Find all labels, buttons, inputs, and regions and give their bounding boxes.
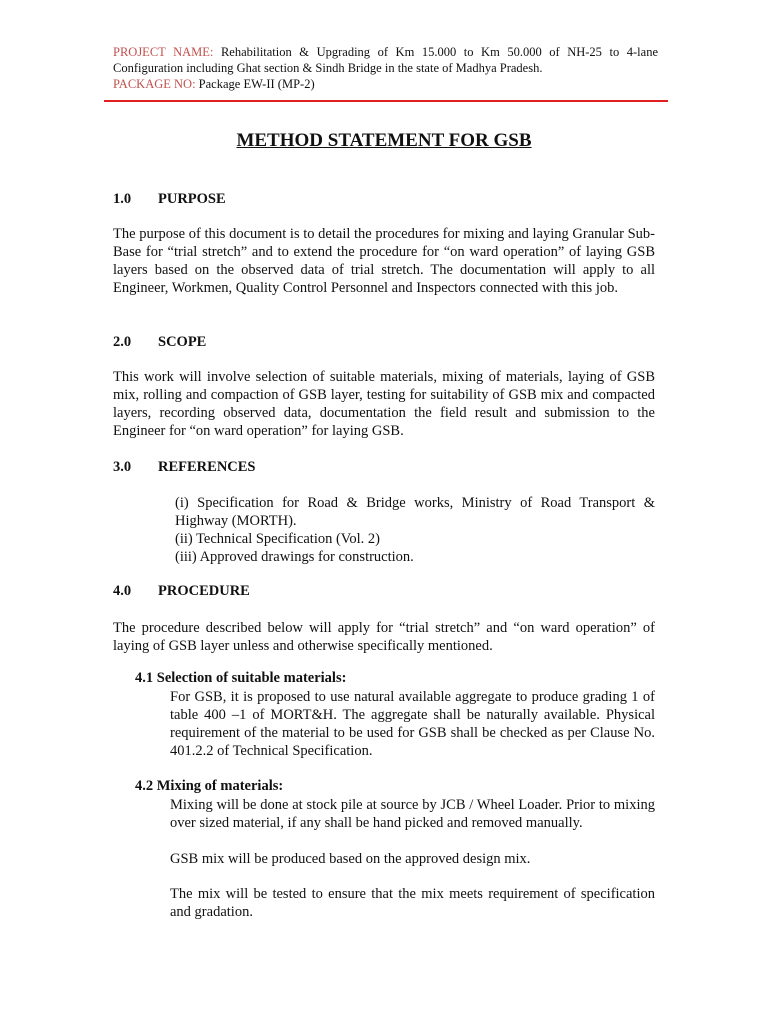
section-title: REFERENCES [158,459,256,475]
package-no-label: PACKAGE NO: [113,77,196,91]
reference-item: (i) Specification for Road & Bridge works, Ministry of Road Transport & Highway (MORTH). [175,495,655,529]
subsection-4-2-paragraph-1: Mixing will be done at stock pile at source by JCB / Wheel Loader. Prior to mixing over sized material, if any shall be hand picked and removed manually. [170,797,655,831]
section-title: PURPOSE [158,191,226,207]
procedure-paragraph: The procedure described below will apply for “trial stretch” and “on ward operation” of laying of GSB layer unless and otherwise specifically mentioned. [113,620,655,654]
package-no-text: Package EW-II (MP-2) [195,77,315,91]
subsection-heading-4-2: 4.2 Mixing of materials: [135,778,284,794]
subsection-4-1-paragraph: For GSB, it is proposed to use natural available aggregate to produce grading 1 of table 400 –1 of MORT&H. The aggregate shall be naturally available. Physical requirement of the material to be used for GSB shall be checked as per Clause No. 401.2.2 of Technical Specification. [170,689,655,759]
page-header [113,44,658,92]
header-divider [104,100,668,102]
subsection-4-2-paragraph-3: The mix will be tested to ensure that the mix meets requirement of specification and gradation. [170,886,655,920]
section-heading-purpose [113,191,226,208]
project-name-label: PROJECT NAME: [113,45,214,59]
section-heading-references [113,459,256,476]
project-name-text: Rehabilitation & Upgrading of Km 15.000 to Km 50.000 of NH-25 to 4-lane Configuration including Ghat section & Sindh Bridge in the state of Madhya Pradesh. [113,45,658,75]
package-no-line [113,76,658,92]
references-list [175,494,655,566]
purpose-paragraph: The purpose of this document is to detail the procedures for mixing and laying Granular Sub-Base for “trial stretch” and to extend the procedure for “on ward operation” of laying GSB layers based on the observed data of trial stretch. The documentation will apply to all Engineer, Workmen, Quality Control Personnel and Inspectors connected with this job. [113,226,655,296]
section-number: 1.0 [113,191,132,207]
section-number: 2.0 [113,334,132,350]
section-title: SCOPE [158,334,207,350]
scope-paragraph: This work will involve selection of suitable materials, mixing of materials, laying of GSB mix, rolling and compaction of GSB layer, testing for suitability of GSB mix and compacted layers, recording observed data, documentation the field result and submission to the Engineer for “on ward operation” for laying GSB. [113,369,655,439]
document-title: METHOD STATEMENT FOR GSB [236,130,532,151]
subsection-4-2-paragraph-2: GSB mix will be produced based on the approved design mix. [170,851,531,867]
section-title: PROCEDURE [158,583,250,599]
reference-item: (iii) Approved drawings for construction. [175,549,414,565]
section-heading-scope [113,334,206,351]
section-heading-procedure [113,583,250,600]
reference-item: (ii) Technical Specification (Vol. 2) [175,531,381,547]
section-number: 3.0 [113,459,132,475]
section-number: 4.0 [113,583,132,599]
project-name-line [113,44,658,76]
subsection-heading-4-1: 4.1 Selection of suitable materials: [135,670,347,686]
